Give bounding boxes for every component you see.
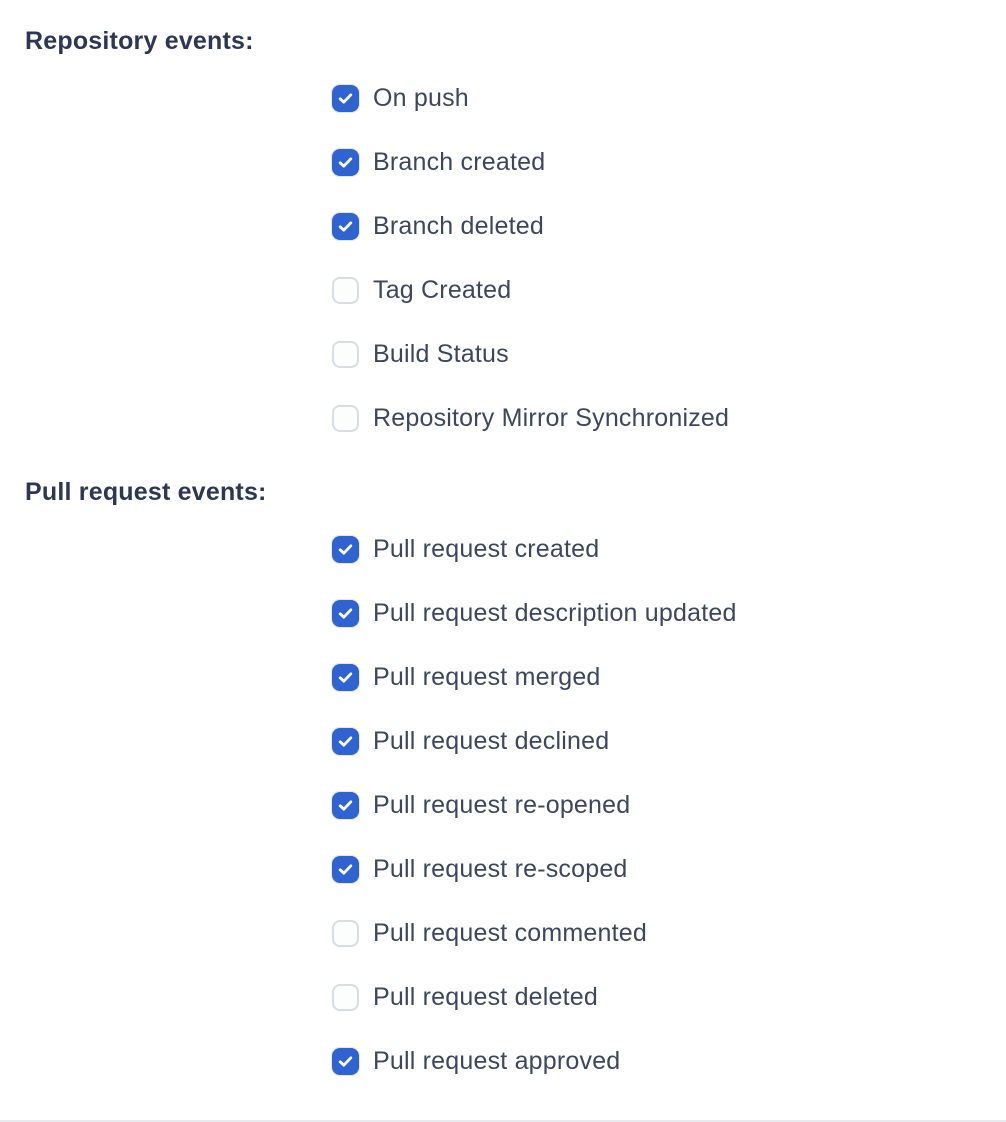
checkbox-checked[interactable] <box>332 536 359 563</box>
sections-container <box>25 26 1006 1093</box>
event-section <box>25 477 1006 1093</box>
check-icon <box>337 541 354 558</box>
option-label: Build Status <box>373 339 509 368</box>
event-section <box>25 26 1006 450</box>
check-icon <box>337 154 354 171</box>
checkbox-unchecked[interactable] <box>332 405 359 432</box>
option-label: Repository Mirror Synchronized <box>373 403 730 432</box>
checkbox-option-row[interactable] <box>332 322 1006 386</box>
checkbox-option-row[interactable] <box>332 1029 1006 1093</box>
options-list <box>25 66 1006 450</box>
checkbox-unchecked[interactable] <box>332 984 359 1011</box>
checkbox-unchecked[interactable] <box>332 920 359 947</box>
option-label: Pull request re-scoped <box>373 854 628 883</box>
checkbox-checked[interactable] <box>332 213 359 240</box>
check-icon <box>337 861 354 878</box>
checkbox-checked[interactable] <box>332 664 359 691</box>
checkbox-checked[interactable] <box>332 1048 359 1075</box>
checkbox-option-row[interactable] <box>332 66 1006 130</box>
check-icon <box>337 605 354 622</box>
checkbox-unchecked[interactable] <box>332 341 359 368</box>
check-icon <box>337 797 354 814</box>
options-list <box>25 517 1006 1093</box>
checkbox-option-row[interactable] <box>332 386 1006 450</box>
checkbox-checked[interactable] <box>332 792 359 819</box>
checkbox-option-row[interactable] <box>332 709 1006 773</box>
option-label: Pull request merged <box>373 662 601 691</box>
checkbox-unchecked[interactable] <box>332 277 359 304</box>
checkbox-option-row[interactable] <box>332 901 1006 965</box>
section-heading: Pull request events: <box>25 478 267 506</box>
checkbox-option-row[interactable] <box>332 645 1006 709</box>
checkbox-checked[interactable] <box>332 856 359 883</box>
checkbox-option-row[interactable] <box>332 194 1006 258</box>
option-label: Pull request re-opened <box>373 790 631 819</box>
checkbox-option-row[interactable] <box>332 837 1006 901</box>
checkbox-checked[interactable] <box>332 728 359 755</box>
checkbox-option-row[interactable] <box>332 965 1006 1029</box>
option-label: Pull request deleted <box>373 982 598 1011</box>
option-label: Branch deleted <box>373 211 544 240</box>
checkbox-option-row[interactable] <box>332 517 1006 581</box>
option-label: Branch created <box>373 147 546 176</box>
option-label: Pull request description updated <box>373 598 737 627</box>
checkbox-checked[interactable] <box>332 600 359 627</box>
checkbox-option-row[interactable] <box>332 581 1006 645</box>
check-icon <box>337 218 354 235</box>
checkbox-option-row[interactable] <box>332 258 1006 322</box>
option-label: Pull request declined <box>373 726 610 755</box>
checkbox-checked[interactable] <box>332 85 359 112</box>
option-label: Pull request commented <box>373 918 647 947</box>
section-heading: Repository events: <box>25 27 254 55</box>
check-icon <box>337 669 354 686</box>
checkbox-option-row[interactable] <box>332 130 1006 194</box>
check-icon <box>337 90 354 107</box>
option-label: On push <box>373 83 469 112</box>
checkbox-checked[interactable] <box>332 149 359 176</box>
check-icon <box>337 733 354 750</box>
option-label: Pull request created <box>373 534 600 563</box>
option-label: Pull request approved <box>373 1046 621 1075</box>
option-label: Tag Created <box>373 275 512 304</box>
checkbox-option-row[interactable] <box>332 773 1006 837</box>
check-icon <box>337 1053 354 1070</box>
